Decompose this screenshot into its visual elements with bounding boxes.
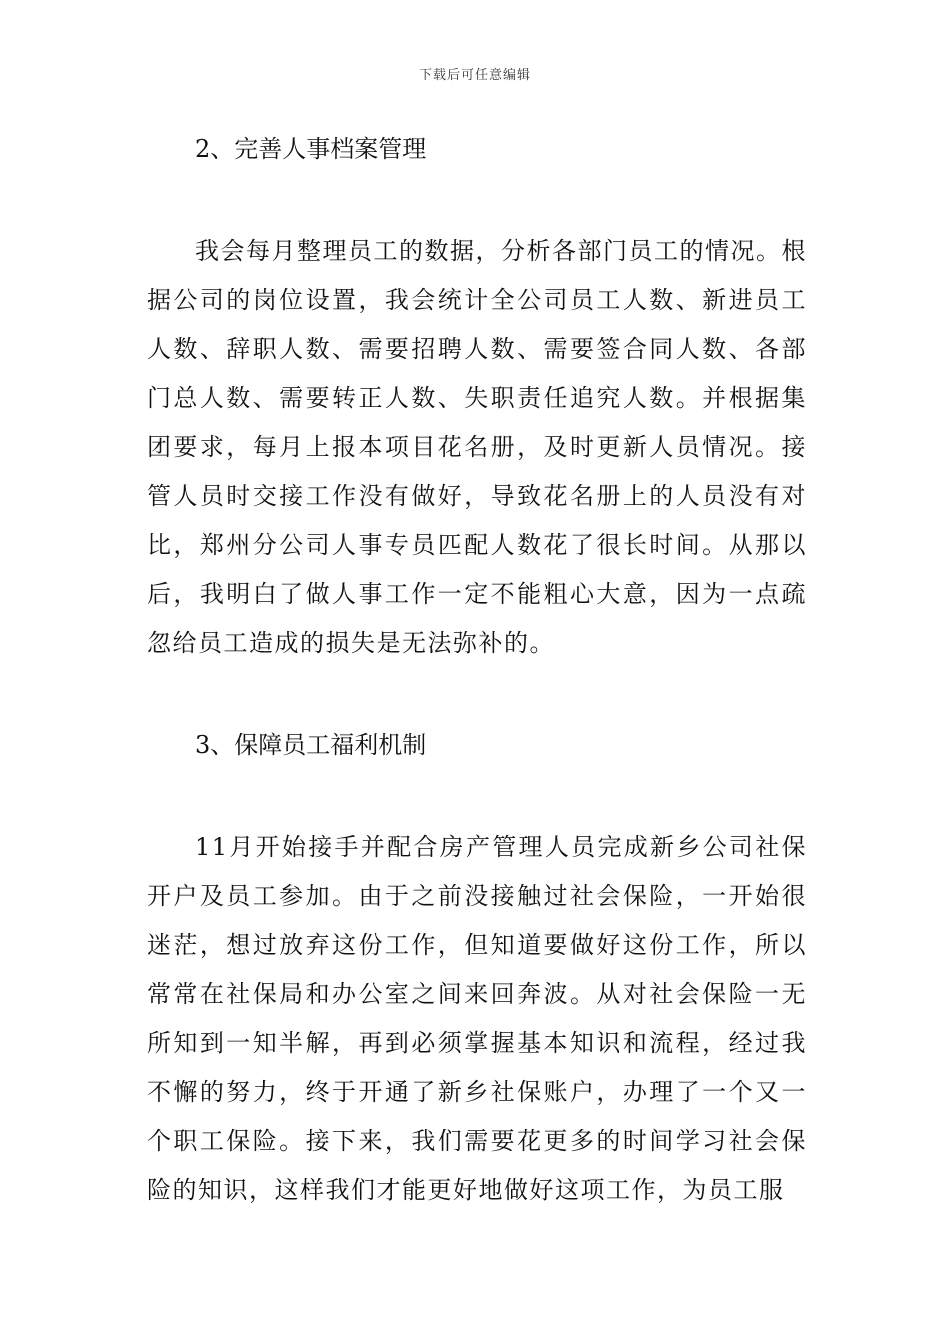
paragraph-personnel-files: 我会每月整理员工的数据，分析各部门员工的情况。根据公司的岗位设置，我会统计全公司员工人数、新进员工人数、辞职人数、需要招聘人数、需要签合同人数、各部门总人数、需要转正人数、失职责任追究人数。并根据集团要求，每月上报本项目花名册，及时更新人员情况。接管人员时交接工作没有做好，导致花名册上的人员没有对比，郑州分公司人事专员匹配人数花了很长时间。从那以后，我明白了做人事工作一定不能粗心大意，因为一点疏忽给员工造成的损失是无法弥补的。 (147, 237, 807, 657)
paragraph-employee-welfare: 11月开始接手并配合房产管理人员完成新乡公司社保开户及员工参加。由于之前没接触过社会保险，一开始很迷茫，想过放弃这份工作，但知道要做好这份工作，所以常常在社保局和办公室之间来回奔波。从对社会保险一无所知到一知半解，再到必须掌握基本知识和流程，经过我不懈的努力，终于开通了新乡社保账户，办理了一个又一个职工保险。接下来，我们需要花更多的时间学习社会保险的知识，这样我们才能更好地做好这项工作，为员工服 (147, 833, 807, 1204)
document-body (147, 125, 807, 1215)
section-heading-personnel-files: 2、完善人事档案管理 (195, 135, 427, 163)
section-heading-employee-welfare: 3、保障员工福利机制 (195, 731, 427, 759)
page-header: 下载后可任意编辑 (418, 68, 531, 83)
